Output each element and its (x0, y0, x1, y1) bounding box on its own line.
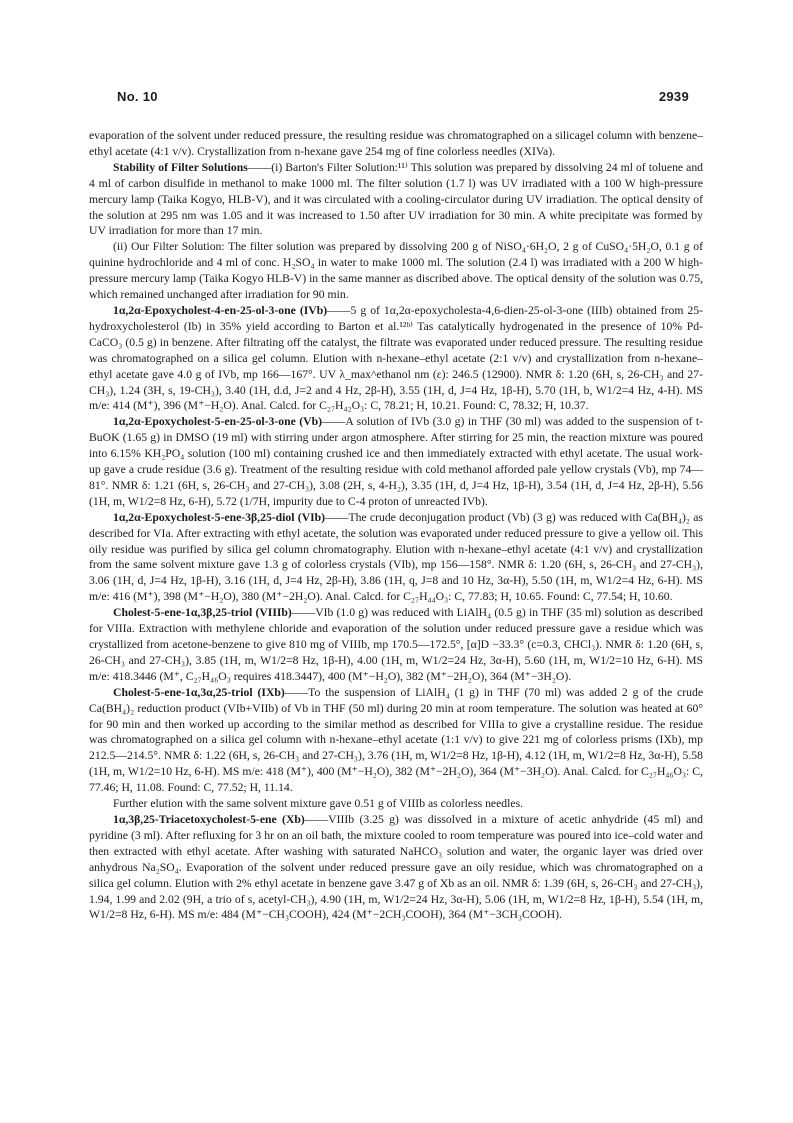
paragraph-text: ——(i) Barton's Filter Solution:¹¹⁾ This solution was prepared by dissolving 24 ml of toluene and 4 ml of carbon disulfide in methanol to make 1000 ml. The filter solution (1.7 l) was UV irradiated with a 100 W high-pressure mercury lamp (Taika Kogyo, HLB-V), and it was circulated with a cooling-circulator during UV irradiation. The optical density of the solution at 295 nm was 1.05 and it was increased to 1.50 after UV irradiation for 30 min. A white precipitate was formed by UV irradiation for more than 17 min. (89, 160, 704, 238)
paragraph-text: ——To the suspension of LiAlH₄ (1 g) in THF (70 ml) was added 2 g of the crude Ca(BH₄)₂ reduction product (VIb+VIIb) of Vb in THF (50 ml) during 20 min at room temperature. The solution was heated at 60° for 90 min and then worked up according to the similar method as described for VIIIa to give a crystalline residue. The residue was chromatographed on a silica gel column with n-hexane–ethyl acetate (1:1 v/v) to give 221 mg of colorless prisms (IXb), mp 212.5—214.5°. NMR δ: 1.22 (6H, s, 26-CH₃ and 27-CH₃), 3.76 (1H, m, W1/2=8 Hz, 1β-H), 4.12 (1H, m, W1/2=8 Hz, 3α-H), 5.58 (1H, m, W1/2=10 Hz, 6-H). MS m/e: 418 (M⁺), 400 (M⁺−H₂O), 382 (M⁺−2H₂O), 364 (M⁺−3H₂O). Anal. Calcd. for C₂₇H₄₆O₃: C, 77.46; H, 11.08. Found: C, 77.52; H, 11.14. (89, 685, 704, 795)
paragraph-filter-stability (89, 160, 703, 240)
paragraph-text: ——VIb (1.0 g) was reduced with LiAlH₄ (0.5 g) in THF (35 ml) solution as described for VIIIa. Extraction with methylene chloride and evaporation of the solution under reduced pressure gave a residue which was crystallized from acetone-benzene to give 810 mg of VIIIb, mp 170.5—172.5°, [α]D −33.3° (c=0.3, CHCl₃). NMR δ: 1.20 (6H, s, 26-CH₃ and 27-CH₃), 3.85 (1H, m, W1/2=8 Hz, 1β-H), 4.00 (1H, m, W1/2=24 Hz, 3α-H), 5.60 (1H, m, W1/2=10 Hz, 6-H). MS m/e: 418.3446 (M⁺, C₂₇H₄₆O₃ requires 418.3447), 400 (M⁺−H₂O), 382 (M⁺−2H₂O), 364 (M⁺−3H₂O). (89, 606, 703, 683)
section-title: Cholest-5-ene-1α,3β,25-triol (VIIIb) (113, 606, 292, 620)
paragraph-text: ——A solution of IVb (3.0 g) in THF (30 ml) was added to the suspension of t-BuOK (1.65 g) in DMSO (19 ml) with stirring under argon atmosphere. After stirring for 25 min, the reaction mixture was poured into 6.15% KH₂PO₄ solution (100 ml) containing crushed ice and then immediately extracted with ethyl acetate. The usual work-up gave a crude residue (3.6 g). Treatment of the resulting residue with cold methanol afforded pale yellow crystals (Vb), mp 74—81°. NMR δ: 1.21 (6H, s, 26-CH₃ and 27-CH₃), 3.08 (2H, s, 4-H₂), 3.35 (1H, d, J=4 Hz, 1β-H), 3.54 (1H, d, J=4 Hz, 2β-H), 5.56 (1H, m, W1/2=8 Hz, 6-H), 5.72 (1/7H, impurity due to C-4 proton of unreacted IVb). (89, 415, 703, 508)
page-number: 2939 (658, 89, 689, 104)
paragraph-text: ——The crude deconjugation product (Vb) (3 g) was reduced with Ca(BH₄)₂ as described for VIa. After extracting with ethyl acetate, the solution was evaporated under reduced pressure to give a yellow oil. This oily residue was purified by silica gel column chromatography. Elution with n-hexane–ethyl acetate (4:1 v/v) and crystallization from the same solvent mixture gave 1.3 g of colorless crystals (VIb), mp 156—158°. NMR δ: 1.20 (6H, s, 26-CH₃ and 27-CH₃), 3.06 (1H, d, J=4 Hz, 1β-H), 3.16 (1H, d, J=4 Hz, 2β-H), 3.86 (1H, q, J=8 and 10 Hz, 3α-H), 5.50 (1H, m, W1/2=4 Hz, 6-H). MS m/e: 416 (M⁺), 398 (M⁺−H₂O), 380 (M⁺−2H₂O). Anal. Calcd. for C₂₇H₄₄O₃: C, 77.83; H, 10.65. Found: C, 77.54; H, 10.60. (89, 510, 703, 604)
paragraph-intro (89, 128, 703, 160)
paragraph-viiib (89, 605, 703, 685)
paragraph-our-filter (89, 239, 703, 303)
paragraph-text: ——5 g of 1α,2α-epoxycholesta-4,6-dien-25-ol-3-one (IIIb) obtained from 25-hydroxycholesterol (Ib) in 35% yield according to Barton et al.¹²ᵇ⁾ Tas catalytically hydrogenated in the presence of 10% Pd-CaCO₃ (0.5 g) in benzene. After filtrating off the catalyst, the filtrate was evaporated under reduced pressure. The resulting residue was chromatographed on a silica gel column. Elution with n-hexane–ethyl acetate (2:1 v/v) and crystallization from n-hexane–ethyl acetate gave 4.0 g of IVb, mp 166—167°. UV λ_max^ethanol nm (ε): 246.5 (12900). NMR δ: 1.20 (6H, s, 26-CH₃ and 27-CH₃), 1.24 (3H, s, 19-CH₃), 3.40 (1H, d.d, J=2 and 4 Hz, 2β-H), 3.55 (1H, d, J=4 Hz, 1β-H), 5.70 (1H, b, W1/2=4 Hz, 4-H). MS m/e: 414 (M⁺), 396 (M⁺−H₂O). Anal. Calcd. for C₂₇H₄₂O₃: C, 78.21; H, 10.21. Found: C, 78.32; H, 10.37. (89, 303, 703, 413)
section-title: 1α,3β,25-Triacetoxycholest-5-ene (Xb) (113, 812, 305, 826)
section-title: 1α,2α-Epoxycholest-4-en-25-ol-3-one (IVb) (113, 303, 328, 317)
section-title: 1α,2α-Epoxycholest-5-en-25-ol-3-one (Vb) (113, 415, 323, 429)
paragraph-ivb (89, 303, 703, 414)
section-title: 1α,2α-Epoxycholest-5-ene-3β,25-diol (VIb) (113, 510, 326, 524)
paragraph-text: ——VIIIb (3.25 g) was dissolved in a mixture of acetic anhydride (45 ml) and pyridine (3 ml). After refluxing for 3 hr on an oil bath, the mixture cooled to room temperature was poured into ice–cold water and then extracted with ethyl acetate. After washing with saturated NaHCO₃ solution and water, the organic layer was dried over anhydrous Na₂SO₄. Evaporation of the solvent under reduced pressure gave an oily residue, which was chromatographed on a silica gel column. Elution with 2% ethyl acetate in benzene gave 3.47 g of Xb as an oil. NMR δ: 1.39 (6H, s, 26-CH₃ and 27-CH₃), 1.94, 1.99 and 2.02 (9H, a trio of s, acetyl-CH₃), 4.90 (1H, m, W1/2=24 Hz, 3α-H), 5.06 (1H, m, W1/2=8 Hz, 1β-H), 5.54 (1H, m, W1/2=8 Hz, 6-H). MS m/e: 484 (M⁺−CH₃COOH), 424 (M⁺−2CH₃COOH), 364 (M⁺−3CH₃COOH). (89, 812, 703, 922)
section-title: Cholest-5-ene-1α,3α,25-triol (IXb) (113, 685, 285, 699)
paragraph-text: evaporation of the solvent under reduced pressure, the resulting residue was chromatographed on a silicagel column with benzene–ethyl acetate (4:1 v/v). Crystallization from n-hexane gave 254 mg of fine colorless needles (XIVa). (89, 129, 703, 158)
paragraph-ixb (89, 685, 703, 796)
paragraph-further-elution (89, 796, 703, 812)
journal-issue: No. 10 (117, 89, 158, 104)
paragraph-xb (89, 812, 703, 923)
paragraph-vib (89, 510, 703, 605)
section-title: Stability of Filter Solutions (113, 160, 248, 174)
paragraph-text: Further elution with the same solvent mixture gave 0.51 g of VIIIb as colorless needles. (113, 797, 524, 811)
paragraph-text: (ii) Our Filter Solution: The filter solution was prepared by dissolving 200 g of NiSO₄·6H₂O, 2 g of CuSO₄·5H₂O, 0.1 g of quinine hydrochloride and 4 ml of conc. H₂SO₄ in water to make 1000 ml. The solution (2.4 l) was irradiated with a 200 W high-pressure mercury lamp (Taika Kogyo HLB-V) in the same manner as discribed above. The optical density of the solution was 0.75, which remained unchanged after irradiation for 90 min. (89, 240, 703, 302)
article-body (89, 128, 703, 923)
paragraph-vb (89, 414, 703, 509)
